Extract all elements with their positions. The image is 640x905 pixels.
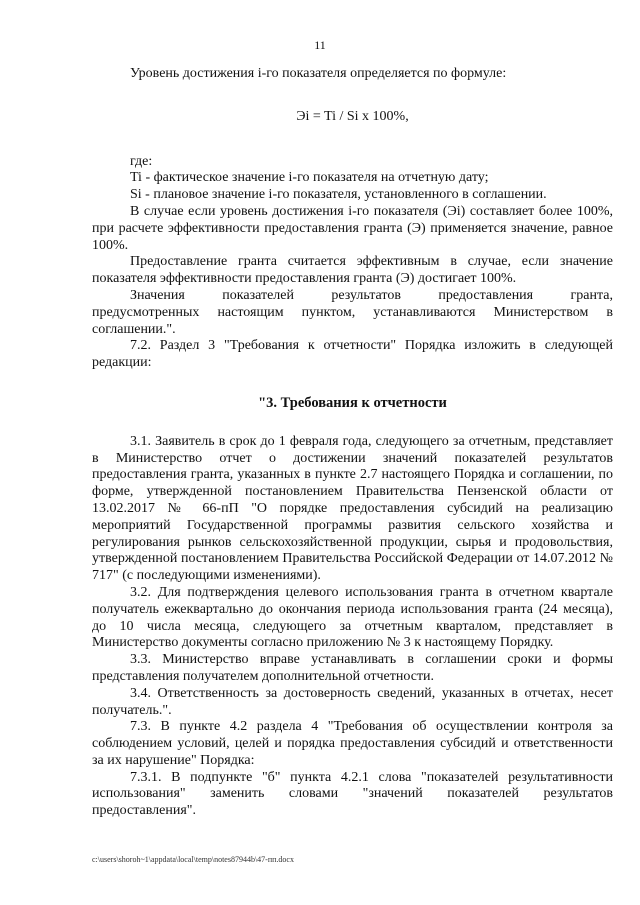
file-path-footer: c:\users\shoroh~1\appdata\local\temp\notes87944b\47-пп.docx bbox=[92, 855, 294, 864]
paragraph-3-2: 3.2. Для подтверждения целевого использования гранта в отчетном квартале получатель ежеквартально до окончания периода использования гранта (24 месяца), до 10 числа месяца, следующего за отчетным кварталом, представляет в Министерство документы согласно приложению № 3 к настоящему Порядку. bbox=[92, 584, 613, 651]
paragraph-3-1: 3.1. Заявитель в срок до 1 февраля года, следующего за отчетным, представляет в Министерство отчет о достижении значений показателей результатов предоставления гранта, указанных в пункте 2.7 настоящего Порядка и соглашении, по форме, утвержденной постановлением Правительства Пензенской области от 13.02.2017 № 66-пП "О порядке предоставления субсидий на реализацию мероприятий Государственной программы развития сельского хозяйства и регулирования рынков сельскохозяйственной продукции, сырья и продовольствия, утвержденной постановлением Правительства Российской Федерации от 14.07.2012 № 717" (с последующими изменениями). bbox=[92, 433, 613, 584]
where-label: где: bbox=[130, 153, 153, 169]
formula: Эi = Ti / Si x 100%, bbox=[296, 108, 409, 124]
paragraph-7-3: 7.3. В пункте 4.2 раздела 4 "Требования об осуществлении контроля за соблюдением условий, целей и порядка предоставления субсидий и ответственности за их нарушение" Порядка: bbox=[92, 719, 613, 768]
ti-definition: Ti - фактическое значение i-го показателя на отчетную дату; bbox=[130, 170, 489, 186]
paragraph-effective: Предоставление гранта считается эффективным в случае, если значение показателя эффективности предоставления гранта (Э) достигает 100%. bbox=[92, 254, 613, 287]
paragraph-3-3: 3.3. Министерство вправе устанавливать в соглашении сроки и формы представления получателем дополнительной отчетности. bbox=[92, 652, 613, 684]
paragraph-3-4: 3.4. Ответственность за достоверность сведений, указанных в отчетах, несет получатель.". bbox=[92, 685, 613, 718]
paragraph-7-2: 7.2. Раздел 3 "Требования к отчетности" Порядка изложить в следующей редакции: bbox=[92, 338, 613, 371]
document-body bbox=[92, 66, 613, 820]
si-definition: Si - плановое значение i-го показателя, установленного в соглашении. bbox=[130, 187, 547, 203]
section-heading: "3. Требования к отчетности bbox=[258, 394, 447, 411]
paragraph-values-rest: предусмотренных настоящим пунктом, устанавливаются Министерством в соглашении.". bbox=[92, 304, 613, 337]
page-number: 11 bbox=[314, 38, 326, 52]
paragraph-values-line1: Значения показателей результатов предоставления гранта, bbox=[130, 287, 613, 303]
paragraph-7-3-1: 7.3.1. В подпункте "б" пункта 4.2.1 слова "показателей результативности использования" заменить словами "значений показателей результатов предоставления". bbox=[92, 769, 613, 819]
formula-intro: Уровень достижения i-го показателя определяется по формуле: bbox=[130, 66, 507, 81]
paragraph-cap-100: В случае если уровень достижения i-го показателя (Эi) составляет более 100%, при расчете эффективности предоставления гранта (Э) применяется значение, равное 100%. bbox=[92, 203, 613, 253]
